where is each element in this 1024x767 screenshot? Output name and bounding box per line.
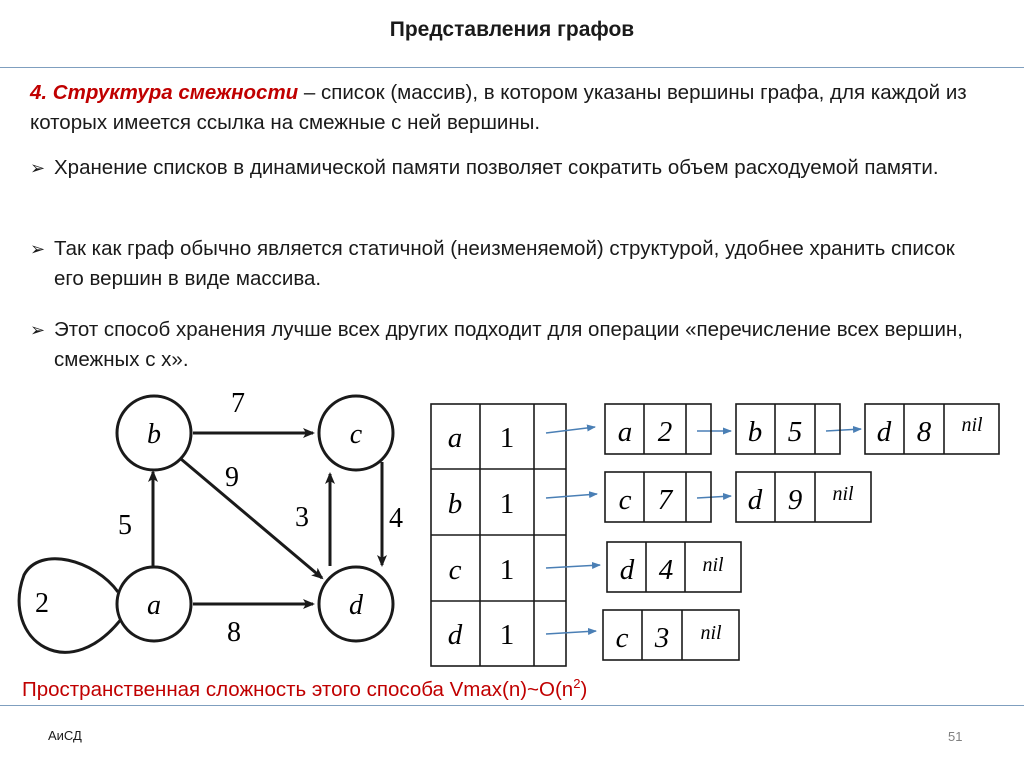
pointer-arrow <box>546 494 597 498</box>
list-node-weight: 5 <box>787 416 803 448</box>
graph-node-label: a <box>147 590 161 621</box>
list-node <box>603 610 739 660</box>
list-node-weight: 9 <box>787 484 803 516</box>
edge-weight-label: 8 <box>227 617 241 648</box>
nil-pointer: nil <box>702 554 724 576</box>
edge-weight-label: 5 <box>118 510 132 541</box>
list-node <box>736 472 871 522</box>
list-node-weight: 3 <box>654 622 670 654</box>
complexity-note <box>22 676 587 702</box>
complexity-text: Пространственная сложность этого способа Vmax(n)~O(n <box>22 677 574 701</box>
pointer-arrow <box>826 429 861 431</box>
bullet-text: Этот способ хранения лучше всех других подходит для операции «перечисление всех вершин, смежных с x». <box>54 318 963 371</box>
edge-weight-label: 7 <box>231 388 245 419</box>
bullet-text: Так как граф обычно является статичной (неизменяемой) структурой, удобнее хранить список его вершин в виде массива. <box>54 237 955 290</box>
bullet-arrow-icon: ➢ <box>30 320 46 340</box>
edge-weight-label: 3 <box>295 502 309 533</box>
pointer-arrow <box>546 631 596 634</box>
pointer-arrow <box>546 427 595 433</box>
page-number: 51 <box>948 729 963 744</box>
array-value-cell: 1 <box>499 554 515 586</box>
complexity-close: ) <box>580 677 588 701</box>
list-node-vertex: b <box>747 416 763 448</box>
nil-pointer: nil <box>832 483 854 505</box>
list-node-vertex: d <box>619 554 635 586</box>
array-vertex-cell: a <box>447 422 463 454</box>
vertex-array <box>431 404 566 666</box>
array-vertex-cell: c <box>448 554 462 586</box>
list-node-weight: 4 <box>658 554 674 586</box>
graph <box>19 388 403 652</box>
edge-weight-label: 2 <box>35 588 49 619</box>
graph-node-label: c <box>349 419 363 450</box>
list-node-vertex: a <box>617 416 633 448</box>
edge-weight-label: 9 <box>225 462 239 493</box>
list-node <box>605 472 711 522</box>
bullet-arrow-icon: ➢ <box>30 158 46 178</box>
pointer-arrow <box>546 565 600 568</box>
linked-list-row <box>605 472 871 522</box>
list-node-weight: 8 <box>916 416 932 448</box>
intro-term: 4. Структура смежности <box>30 81 299 104</box>
pointer-arrows <box>546 427 861 634</box>
list-node-vertex: d <box>876 416 892 448</box>
array-vertex-cell: b <box>447 488 463 520</box>
edge-weight-label: 4 <box>389 503 403 534</box>
list-node <box>605 404 711 454</box>
slide-title: Представления графов <box>389 18 635 41</box>
nil-pointer: nil <box>961 414 983 436</box>
list-node <box>607 542 741 592</box>
linked-list-row <box>607 542 741 592</box>
nil-pointer: nil <box>700 622 722 644</box>
list-node-vertex: d <box>747 484 763 516</box>
array-value-cell: 1 <box>499 422 515 454</box>
graph-node-label: b <box>147 419 161 450</box>
array-vertex-cell: d <box>447 619 463 651</box>
list-node-vertex: c <box>615 622 629 654</box>
array-value-cell: 1 <box>499 488 515 520</box>
bullet-arrow-icon: ➢ <box>30 239 46 259</box>
bullet-text: Хранение списков в динамической памяти позволяет сократить объем расходуемой памяти. <box>54 156 939 179</box>
list-node <box>865 404 999 454</box>
complexity-exponent: 2 <box>573 676 581 691</box>
list-node-weight: 7 <box>657 484 673 516</box>
graph-node-label: d <box>349 590 363 621</box>
array-value-cell: 1 <box>499 619 515 651</box>
list-node-weight: 2 <box>657 416 673 448</box>
linked-list-row <box>603 610 739 660</box>
linked-list-row <box>605 404 999 454</box>
footer-course-label: АиСД <box>48 728 82 743</box>
intro-text: – список (массив), в котором указаны вершины графа, для каждой из которых имеется ссылка на смежные с ней вершины. <box>30 81 967 134</box>
pointer-arrow <box>697 496 731 498</box>
list-node <box>736 404 840 454</box>
footer-divider <box>0 705 1024 706</box>
list-node-vertex: c <box>618 484 632 516</box>
